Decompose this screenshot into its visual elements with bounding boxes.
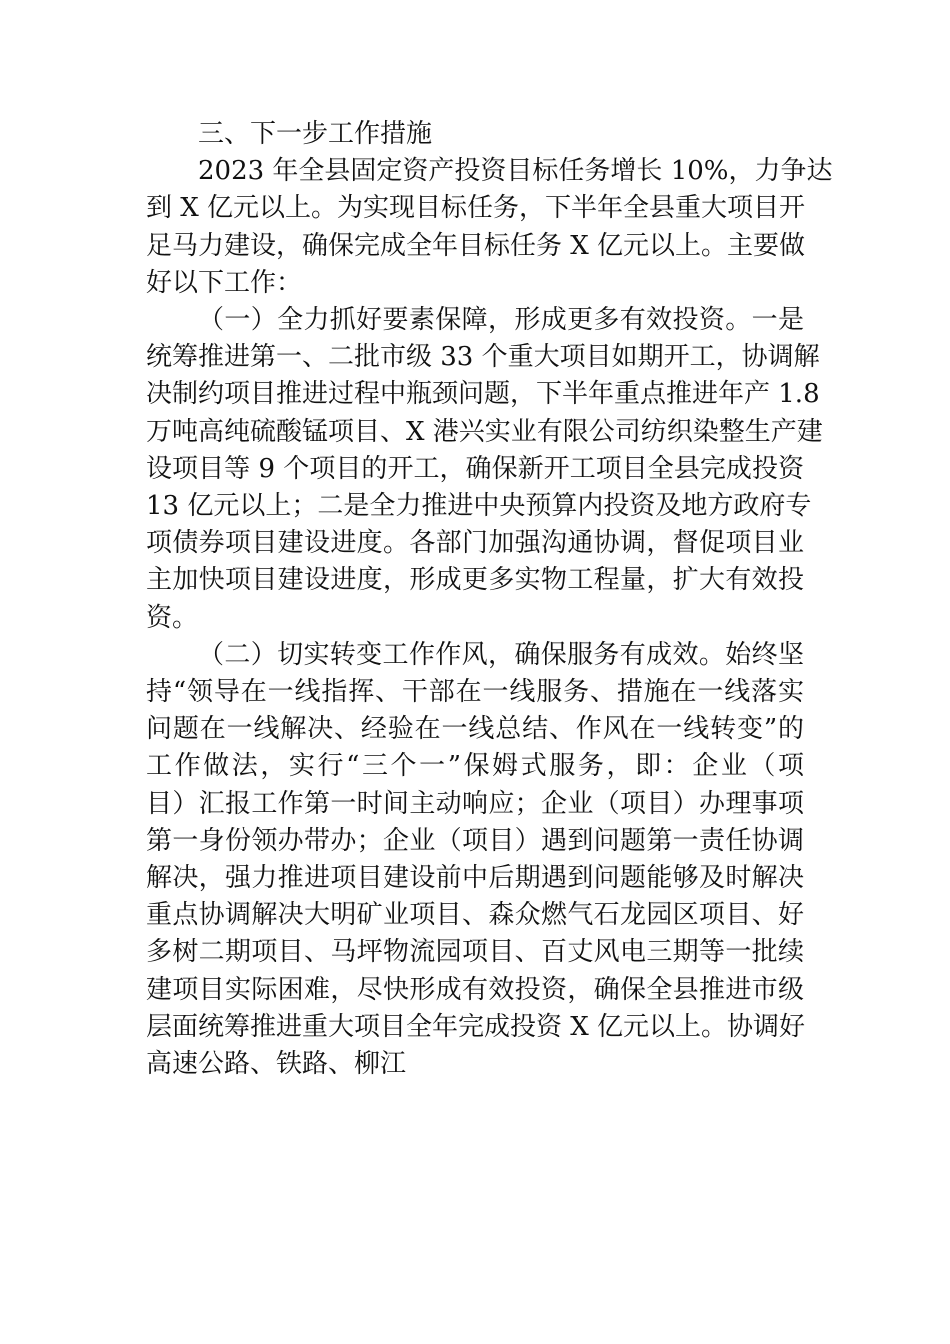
paragraph-line: 问题在一线解决、经验在一线总结、作风在一线转变”的 (146, 714, 804, 745)
paragraph-work-style (146, 637, 804, 1083)
paragraph-line-tail: 一是 (751, 305, 804, 336)
paragraph-intro (146, 153, 833, 302)
paragraph-line: 万吨高纯硫酸锰项目、X 港兴实业有限公司纺织染整生产建 (146, 416, 823, 447)
paragraph-lead: （二）切实转变工作作风，确保服务有成效。 (198, 639, 726, 670)
paragraph-line: 建项目实际困难，尽快形成有效投资，确保全县推进市级 (146, 974, 804, 1005)
paragraph-line: 到 X 亿元以上。为实现目标任务，下半年全县重大项目开 (146, 193, 806, 224)
paragraph-line: 持“领导在一线指挥、干部在一线服务、措施在一线落实 (146, 677, 804, 708)
paragraph-line: 第一身份领办带办；企业（项目）遇到问题第一责任协调 (146, 825, 804, 856)
paragraph-line: 工作做法，实行“三个一”保姆式服务，即：企业（项 (146, 751, 804, 782)
paragraph-line: 多树二期项目、马坪物流园项目、百丈风电三期等一批续 (146, 937, 804, 968)
paragraph-line: 13 亿元以上；二是全力推进中央预算内投资及地方政府专 (146, 491, 812, 522)
document-body (146, 116, 833, 1083)
paragraph-lead: （一）全力抓好要素保障，形成更多有效投资。 (198, 305, 752, 336)
paragraph-line (146, 302, 804, 339)
paragraph-line: 重点协调解决大明矿业项目、森众燃气石龙园区项目、好 (146, 900, 804, 931)
paragraph-line-tail: 始终坚 (725, 639, 804, 670)
paragraph-line: 设项目等 9 个项目的开工，确保新开工项目全县完成投资 (146, 453, 804, 484)
paragraph-line: 高速公路、铁路、柳江 (146, 1049, 407, 1080)
paragraph-line: 解决，强力推进项目建设前中后期遇到问题能够及时解决 (146, 863, 804, 894)
paragraph-line: 主加快项目建设进度，形成更多实物工程量，扩大有效投 (146, 565, 804, 596)
paragraph-line: 项债券项目建设进度。各部门加强沟通协调，督促项目业 (146, 528, 804, 559)
paragraph-line (146, 637, 804, 674)
paragraph-line: 层面统筹推进重大项目全年完成投资 X 亿元以上。协调好 (146, 1011, 806, 1042)
section-heading: 三、下一步工作措施 (198, 119, 433, 149)
paragraph-line: 资。 (146, 602, 199, 633)
paragraph-line: 统筹推进第一、二批市级 33 个重大项目如期开工，协调解 (146, 342, 820, 373)
paragraph-factor-guarantee (146, 302, 823, 637)
paragraph-line: 足马力建设，确保完成全年目标任务 X 亿元以上。主要做 (146, 230, 806, 261)
paragraph-line: 目）汇报工作第一时间主动响应；企业（项目）办理事项 (146, 788, 804, 819)
paragraph-line: 好以下工作： (146, 267, 303, 298)
paragraph-line: 决制约项目推进过程中瓶颈问题，下半年重点推进年产 1.8 (146, 379, 820, 410)
paragraph-line: 2023 年全县固定资产投资目标任务增长 10%，力争达 (198, 156, 833, 187)
